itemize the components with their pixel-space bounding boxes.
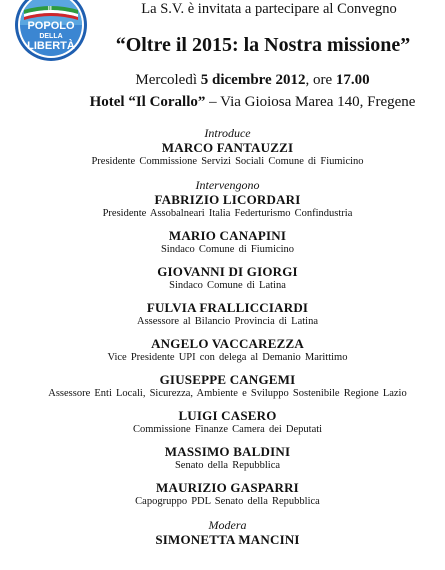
speaker-name: FABRIZIO LICORDARI: [154, 192, 301, 207]
logo-text-liberta: LIBERTÀ: [27, 40, 75, 52]
pdl-logo: [14, 0, 88, 62]
speaker-entry: [10, 336, 445, 364]
speaker-name: ANGELO VACCAREZZA: [151, 336, 304, 351]
speaker-name: MARCO FANTAUZZI: [161, 140, 294, 155]
logo-text-il: IL: [47, 6, 55, 13]
logo-text-della: DELLA: [39, 33, 63, 40]
pdl-logo-emblem: [14, 0, 88, 62]
event-venue-line: [60, 93, 445, 112]
speaker-name: MAURIZIO GASPARRI: [156, 480, 299, 495]
speaker-entry: [10, 408, 445, 436]
speaker-entry: [10, 140, 445, 168]
speaker-role: Sindaco Comune di Latina: [169, 280, 286, 291]
date-prefix: Mercoledì: [135, 72, 201, 88]
event-date-line: [60, 71, 445, 90]
venue-address: – Via Gioiosa Marea 140, Fregene: [205, 94, 416, 110]
speaker-role: Assessore Enti Locali, Sicurezza, Ambiente e Sviluppo Sostenibile Regione Lazio: [48, 388, 407, 399]
speaker-role: Presidente Commissione Servizi Sociali Comune di Fiumicino: [91, 156, 364, 167]
moderator-name: SIMONETTA MANCINI: [155, 532, 300, 547]
introduce-label: Introduce: [204, 126, 251, 140]
logo-text-popolo: POPOLO: [27, 20, 75, 32]
speaker-role: Commissione Finanze Camera dei Deputati: [132, 424, 323, 435]
speaker-entry: [10, 300, 445, 328]
date-suffix: , ore: [305, 72, 336, 88]
intervengono-label: Intervengono: [195, 178, 260, 192]
modera-label: Modera: [208, 518, 247, 532]
venue-name: Hotel “Il Corallo”: [89, 94, 206, 110]
speaker-role: Presidente Assobalneari Italia Federturismo Confindustria: [102, 208, 353, 219]
speaker-name: FULVIA FRALLICCIARDI: [146, 300, 309, 315]
speaker-role: Senato della Repubblica: [174, 460, 281, 471]
invitation-line: La S.V. è invitata a partecipare al Convegno: [141, 1, 397, 17]
event-date: 5 dicembre 2012: [200, 72, 306, 88]
speaker-name: MASSIMO BALDINI: [164, 444, 291, 459]
program: [10, 126, 445, 547]
speaker-entry: [10, 264, 445, 292]
conference-title: “Oltre il 2015: la Nostra missione”: [115, 34, 411, 56]
speaker-role: Capogruppo PDL Senato della Repubblica: [135, 496, 320, 507]
speaker-name: GIUSEPPE CANGEMI: [159, 372, 296, 387]
speaker-entry: [10, 532, 445, 547]
speaker-entry: [10, 228, 445, 256]
speaker-entry: [10, 444, 445, 472]
speaker-name: GIOVANNI DI GIORGI: [157, 264, 298, 279]
speaker-role: Vice Presidente UPI con delega al Demanio Marittimo: [107, 352, 348, 363]
speaker-entry: [10, 372, 445, 400]
event-time: 17.00: [335, 72, 370, 88]
speaker-entry: [10, 192, 445, 220]
speaker-role: Sindaco Comune di Fiumicino: [160, 244, 295, 255]
speaker-name: LUIGI CASERO: [178, 408, 277, 423]
speaker-name: MARIO CANAPINI: [168, 228, 287, 243]
speaker-entry: [10, 480, 445, 508]
speaker-role: Assessore al Bilancio Provincia di Latina: [136, 316, 318, 327]
